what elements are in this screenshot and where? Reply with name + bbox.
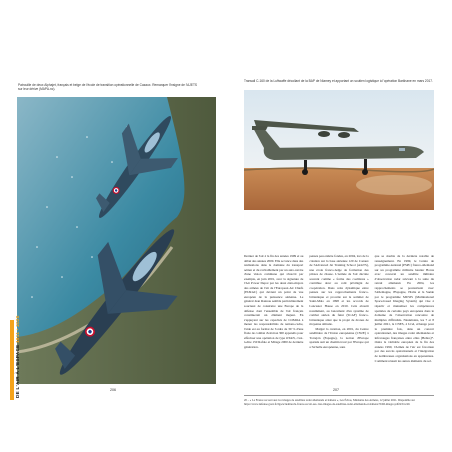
- left-photo-caption: Patrouille de deux Alphajet, français et belge de l'école de transition opérationnelle de Cazaux. Remarquer l'insigne de l'AJETS sur leur dérive (MAPA-nc).: [18, 83, 198, 92]
- spine-years: 1911 • 2020: [15, 315, 20, 343]
- text-column-2: [309, 254, 368, 363]
- alphajet-photo: [17, 97, 216, 384]
- article-body: [244, 254, 434, 363]
- paragraph: Malgré la création, en 2001, du Centre satellitaire de l'Union européenne (CSUE) à Torrejón (Espagne), la notion d'Europe spatiale suit un chemin tracé par l'Europe qui a l'échelle européenne, sans: [309, 326, 369, 349]
- right-page-number: 207: [333, 388, 339, 392]
- spine-title: [15, 315, 20, 398]
- left-page-number: 206: [110, 388, 116, 392]
- text-column-1: [244, 254, 303, 363]
- right-page: [244, 50, 436, 406]
- paragraph: Dernier de l'air à la fin des années 1999 et au début des années 2000. Elle se lance dans des réalisations dans le domaine du transport aérien et du ravitaillement par un aéro-navire d'une vision commune qui s'inscrit par exemple, en juin 2001, avec la signature de l'Air Power Depot par les deux états-majors des armées de l'air de l'European Air Chiefs (EURAC) qui devient un point de vue européen de la puissance aérienne. Le général Jean Rannou semble particulièrement soucieux de construire une Europe de la défense dont l'ensemble de l'air français constituerait un élément majeur. En s'appuyant sur les capacités de COMOA à mener les responsabilités de nations-cadre, l'aide est au format de l'ordre de 30 % d'une flotte de combat d'environ 300 appareils pour effectuer une opération de type OTAN, c'est-à-dire 150 Rafale et Mirage 2000 de dernière génération.: [244, 254, 304, 349]
- transall-photo-illustration: [244, 90, 434, 210]
- text-column-3: [375, 254, 434, 363]
- footnote: 20 – « La France recourt aux 1re images de satellites radar allemands et italiens », Les Échos, Ministère des Armées, 12 juillet 2021. Disponible sur https://www.defense.gouv.fr/dga/actualites/la-france-recoit-ses-1res-images-de-satellites-radar-allemands-et-italiens/?URLimage=pdf22/Un-90.: [244, 395, 434, 406]
- transall-photo: [244, 90, 434, 210]
- book-spread: [16, 50, 436, 406]
- paragraph: pensée peu entière fondée, en 2004, lors de la création sur la base aérienne 120 de Cazaux de l'Advanced Jet Training School (AJeTS), une école franco-belge de formation des pilotes de chasse. L'Armée de l'air décrète souvent comme « forme des coalitions » contribue donc au coût privilégié de coopération. Dans cette dynamique entre pensée sur les rapprochements franco-britannique et procède sur le sommet de Saint-Malo en 1998 et les accords de Lancaster House en 2010. Cela aboutit notamment, au lancement d'un système de combat aérien du futur (SCAF) franco-britannique ainsi que le projet de drones de moyenne altitude.: [309, 254, 369, 327]
- alphajet-photo-illustration: [17, 97, 216, 384]
- spine-title-text: DE L'AIR À L'ESPACE: [15, 344, 20, 398]
- right-photo-caption: Transall C-160 de la Luftwaffe décollant de la BAP de Niamey et apportant un soutien logistique à l'opération Barkhane en mars 2017.: [244, 79, 433, 83]
- spine-accent-bar: [10, 320, 14, 400]
- left-page: [16, 50, 216, 380]
- paragraph: que se double de la dernière notable de renseignement. En 1999, le Centre de programme-national (PSPC) franco-allemand sur un programme militaire hautier Horus avec concerté un satellite militaire d'observation radar relevant à la suite du retrait allemand. En 2004, les rapprochements se poursuivent avec l'Allemagne, l'Espagne, l'Italie et la Suède par le programme MUSIS (Multinational Space-based Imaging System) qui vise à répartir et mutualiser les compétences spatiales de certains pays européens dans le domaine de l'observation rencontre de multiples difficultés. Néanmoins, les 7 et 8 juillet 2021, la CNES, à Ucel, échange pour la première fois, dans un concert opérationnel, des images radar allemandes et infrarouges françaises entre elles (Helios)*. Outre le véritable européen de la fin des années 1990, l'Armée de l'air est favorisée par des succès opérationnels et l'intégration de nombreuses organisations en apparentées. Comment réussir les autres éléments du sol.: [374, 254, 434, 363]
